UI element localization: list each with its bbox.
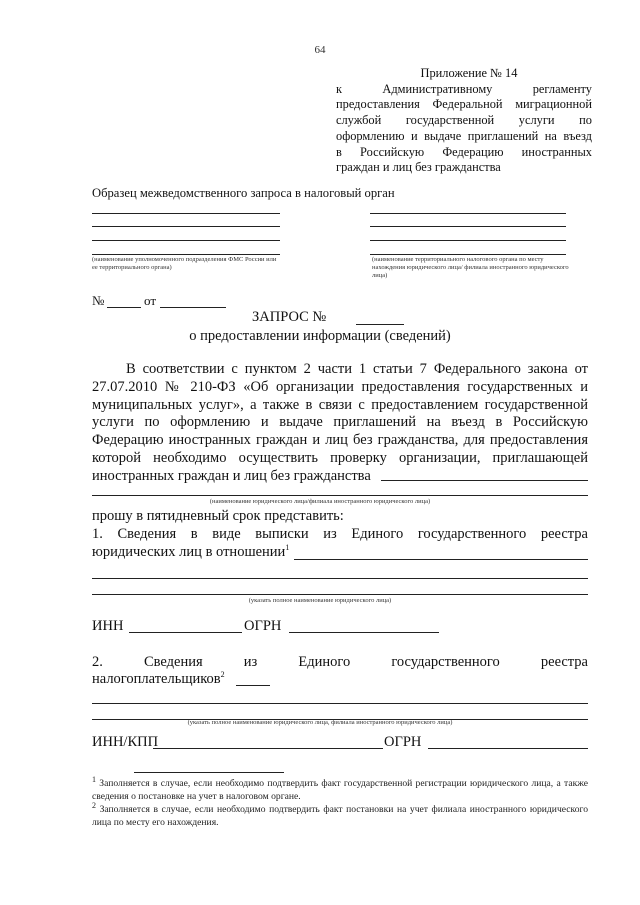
right-address-line[interactable]: [370, 226, 566, 227]
item2-text: налогоплательщиков: [92, 671, 221, 687]
right-address-line[interactable]: [370, 213, 566, 214]
item2-line1: 2. Сведения из Единого государственного реестра: [92, 654, 588, 670]
org-caption: (наименование юридического лица/филиала иностранного юридического лица): [209, 498, 431, 505]
footnote-ref-2[interactable]: 2: [220, 670, 225, 680]
appendix-line: граждан и лиц без гражданства: [336, 160, 501, 175]
item1-text: юридических лиц в отношении: [92, 544, 286, 560]
request-subtitle: о предоставлении информации (сведений): [189, 328, 451, 344]
appendix-line: в Российскую Федерацию иностранных: [336, 144, 592, 159]
right-address-line[interactable]: [370, 254, 566, 255]
paragraph-line: услуги по оформлению и выдаче приглашений на въезд в Российскую: [92, 414, 588, 431]
sample-title: Образец межведомственного запроса в налоговый орган: [92, 186, 395, 200]
paragraph-line: муниципальных услуг», а также в связи с предоставлением государственной: [92, 396, 588, 413]
item2-caption: (указать полное наименование юридического лица, филиала иностранного юридического лица): [187, 719, 453, 726]
number-label: №: [92, 293, 105, 308]
footnote-1: [92, 774, 588, 803]
item1-line2: [92, 544, 289, 562]
right-address-line[interactable]: [370, 240, 566, 241]
ogrn2-label: ОГРН: [384, 734, 422, 750]
item2-name-field[interactable]: [92, 703, 588, 704]
ogrn-field[interactable]: [289, 632, 439, 633]
item1-caption: (указать полное наименование юридического лица): [248, 597, 392, 604]
org-name-field-2[interactable]: [92, 495, 588, 496]
item1-name-field[interactable]: [294, 559, 588, 560]
footnote-separator: [134, 772, 284, 773]
footnote-1-text: Заполняется в случае, если необходимо подтвердить факт государственной регистрации юридического лица, а также сведения о постановке на учет в налоговом органе.: [92, 778, 588, 802]
footnote-2-text: Заполняется в случае, если необходимо подтвердить факт постановки на учет филиала иностранного юридического лица по месту его нахождения.: [92, 804, 588, 828]
item1-line1: 1. Сведения в виде выписки из Единого государственного реестра: [92, 526, 588, 542]
paragraph-line: 27.07.2010 № 210-ФЗ «Об организации предоставления государственных и: [92, 378, 588, 395]
date-label: от: [144, 293, 157, 308]
ogrn-label: ОГРН: [244, 618, 282, 634]
footnote-ref-1[interactable]: 1: [285, 543, 290, 553]
left-caption: (наименование уполномоченного подразделения ФМС России или ее территориального органа): [92, 256, 277, 271]
footnote-1-ref: 1: [92, 774, 96, 784]
appendix-line: к Административному регламенту: [336, 81, 592, 96]
paragraph-line: Федерацию иностранных граждан и лиц без гражданства, для предоставления: [92, 432, 588, 449]
request-number-field[interactable]: [356, 324, 404, 325]
inn-label: ИНН: [92, 618, 124, 634]
left-address-line[interactable]: [92, 240, 280, 241]
footnote-2-ref: 2: [92, 800, 96, 810]
number-field[interactable]: [107, 307, 141, 308]
org-name-field[interactable]: [381, 480, 588, 481]
left-address-line[interactable]: [92, 213, 280, 214]
appendix-line: службой государственной услуги по: [336, 113, 592, 128]
left-address-line[interactable]: [92, 226, 280, 227]
main-paragraph: [92, 361, 588, 486]
item2-line2: [92, 671, 225, 689]
appendix-line: оформлению и выдаче приглашений на въезд: [336, 128, 592, 143]
paragraph-line: которой необходимо осуществить проверку организации, приглашающей: [92, 449, 588, 466]
innkpp-label: ИНН/КПП: [92, 734, 159, 750]
appendix-title: Приложение № 14: [420, 66, 518, 80]
appendix-block: [336, 66, 592, 176]
item1-name-field-3[interactable]: [92, 594, 588, 595]
right-caption: (наименование территориального налогового органа по месту нахождения юридического лица/ филиала иностранного юридического лица): [372, 256, 569, 279]
item2-field[interactable]: [236, 685, 270, 686]
request-title: ЗАПРОС №: [252, 309, 327, 325]
ask-line: прошу в пятидневный срок представить:: [92, 508, 344, 524]
innkpp-field[interactable]: [153, 748, 383, 749]
inn-field[interactable]: [129, 632, 242, 633]
left-address-line[interactable]: [92, 254, 280, 255]
page-number: 64: [314, 44, 326, 56]
appendix-line: предоставления Федеральной миграционной: [336, 97, 592, 112]
footnote-2: [92, 800, 588, 829]
paragraph-line: В соответствии с пунктом 2 части 1 статьи 7 Федерального закона от: [126, 361, 588, 377]
item1-name-field-2[interactable]: [92, 578, 588, 579]
paragraph-line: иностранных граждан и лиц без гражданства: [92, 467, 371, 484]
ogrn2-field[interactable]: [428, 748, 588, 749]
date-field[interactable]: [160, 307, 226, 308]
